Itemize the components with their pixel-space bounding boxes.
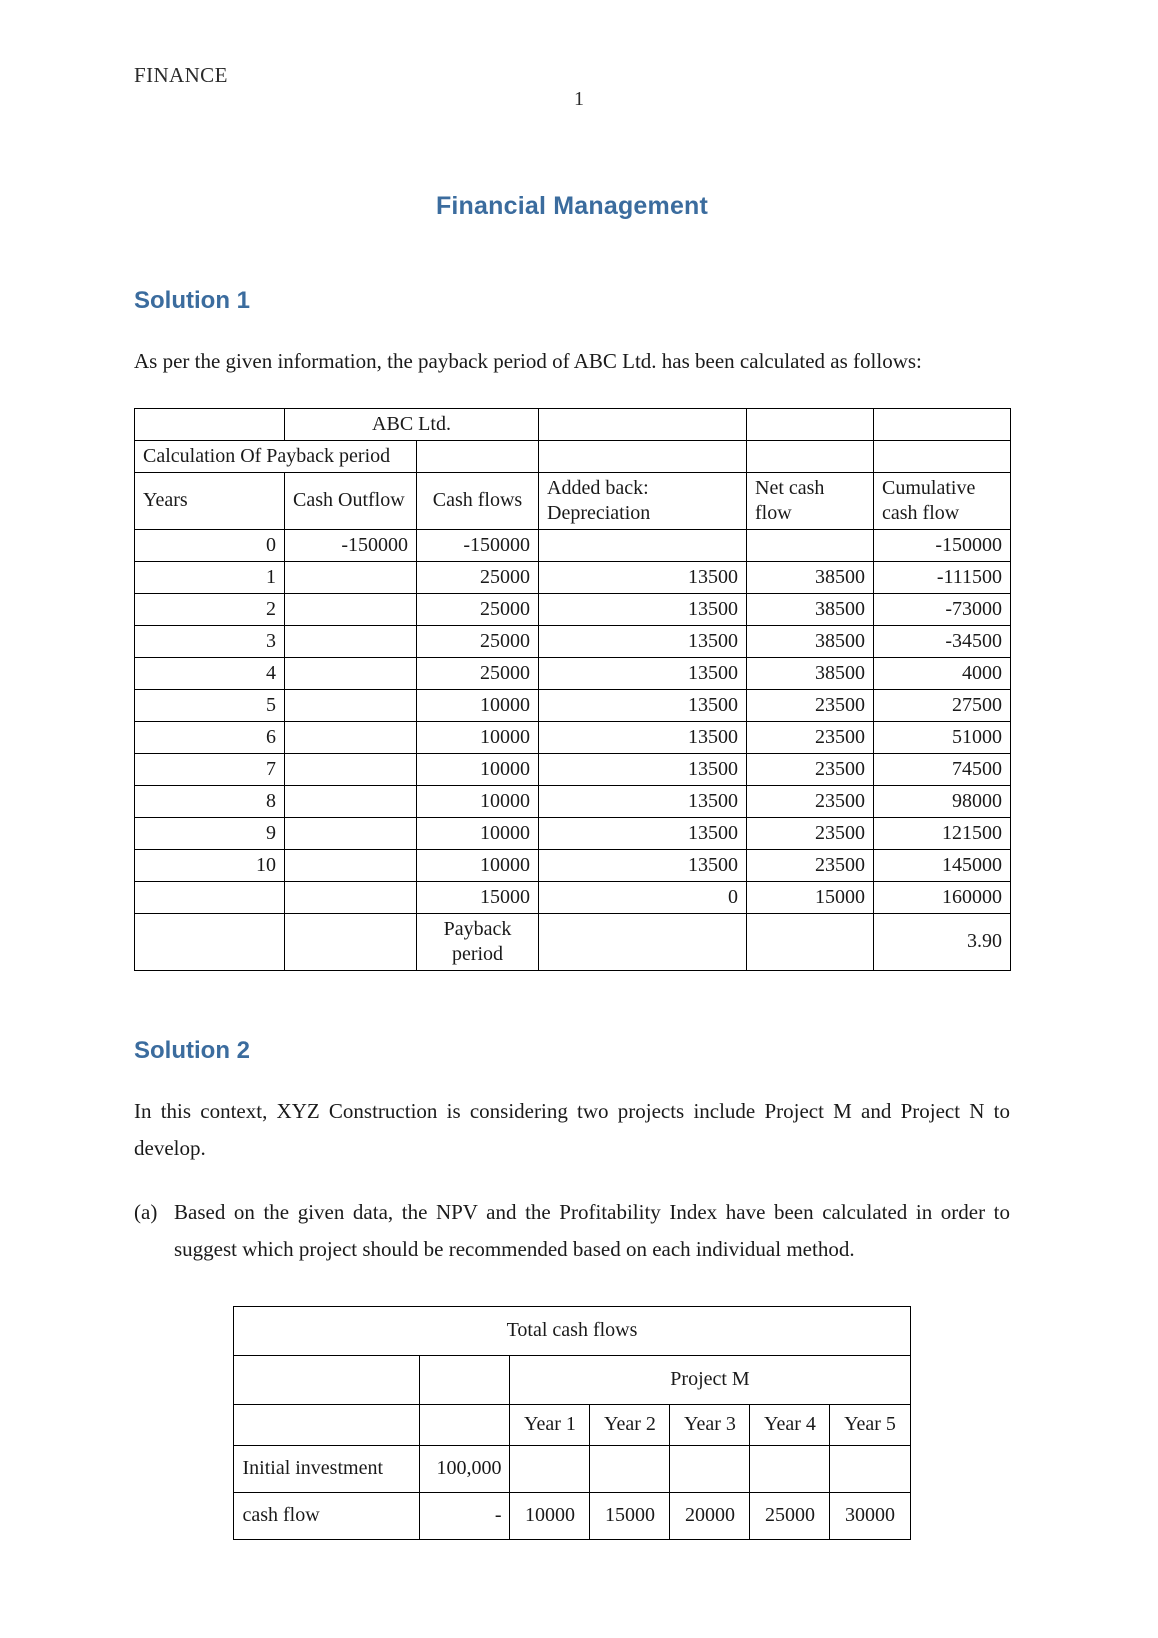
cell-net-cash-flow: 23500 — [747, 753, 874, 785]
cell-empty — [874, 408, 1011, 440]
cell-cumulative: 98000 — [874, 785, 1011, 817]
cell-empty — [539, 408, 747, 440]
list-item-text: Based on the given data, the NPV and the Profitability Index have been calculated in order to suggest which project should be recommended based on each individual method. — [174, 1200, 1010, 1261]
cell-depreciation: 13500 — [539, 657, 747, 689]
cell-net-cash-flow: 15000 — [747, 881, 874, 913]
cell-cash-outflow — [285, 593, 417, 625]
solution-2-intro-paragraph: In this context, XYZ Construction is considering two projects include Project M and Project N to develop. — [134, 1098, 1010, 1160]
cell-payback-period-value: 3.90 — [874, 913, 1011, 970]
cell-depreciation: 13500 — [539, 689, 747, 721]
cell-cumulative: 160000 — [874, 881, 1011, 913]
column-header-added-back: Added back: Depreciation — [539, 472, 747, 529]
cell-cash-flow: 10000 — [417, 753, 539, 785]
table-row — [135, 529, 1011, 561]
cell-payback-period-label: Payback period — [417, 913, 539, 970]
cell-cash-outflow — [285, 625, 417, 657]
spacer — [134, 1268, 1010, 1296]
table-row-initial-investment — [234, 1445, 910, 1492]
column-header-cash-flows: Cash flows — [417, 472, 539, 529]
cell-empty — [135, 913, 285, 970]
cell-cash-flow: -150000 — [417, 529, 539, 561]
table-row — [135, 817, 1011, 849]
running-header: FINANCE — [134, 63, 228, 87]
cell-cash-flow: 25000 — [417, 625, 539, 657]
table-row-year-headers — [234, 1404, 910, 1445]
cell-cumulative: 74500 — [874, 753, 1011, 785]
cell-year: 0 — [135, 529, 285, 561]
table-row-payback-period — [135, 913, 1011, 970]
cell-cash-outflow — [285, 785, 417, 817]
table-row-project-label — [234, 1355, 910, 1404]
cell-cumulative: 145000 — [874, 849, 1011, 881]
cell-cumulative: -34500 — [874, 625, 1011, 657]
cell-year-5-value — [830, 1445, 910, 1492]
column-header-cash-outflow: Cash Outflow — [285, 472, 417, 529]
cell-net-cash-flow: 38500 — [747, 561, 874, 593]
spacer — [134, 1065, 1010, 1093]
cell-cash-flow: 10000 — [417, 689, 539, 721]
table-row — [135, 721, 1011, 753]
table-row-company — [135, 408, 1011, 440]
table-row-cash-flow — [234, 1492, 910, 1539]
spacer — [134, 221, 1010, 287]
cell-cumulative: -111500 — [874, 561, 1011, 593]
cell-year: 8 — [135, 785, 285, 817]
cell-cash-outflow — [285, 721, 417, 753]
table-row — [135, 625, 1011, 657]
cell-empty — [135, 408, 285, 440]
cell-cash-flow: 10000 — [417, 849, 539, 881]
cell-year: 2 — [135, 593, 285, 625]
column-header-year-4: Year 4 — [750, 1404, 830, 1445]
cell-year-3-value: 20000 — [670, 1492, 750, 1539]
cell-empty — [747, 440, 874, 472]
cell-cash-outflow — [285, 753, 417, 785]
cell-cash-flow: 25000 — [417, 657, 539, 689]
cell-cash-flow: 15000 — [417, 881, 539, 913]
cell-empty — [285, 913, 417, 970]
cell-cumulative: -73000 — [874, 593, 1011, 625]
cell-cash-outflow — [285, 817, 417, 849]
cell-empty — [747, 408, 874, 440]
cell-depreciation: 13500 — [539, 785, 747, 817]
cell-year-1-value: 10000 — [510, 1492, 590, 1539]
cell-cash-outflow — [285, 657, 417, 689]
table-row-caption — [234, 1306, 910, 1355]
document-content — [134, 180, 1010, 1540]
spacer — [134, 1166, 1010, 1194]
column-header-year-3: Year 3 — [670, 1404, 750, 1445]
document-title: Financial Management — [435, 192, 709, 220]
cell-net-cash-flow: 23500 — [747, 849, 874, 881]
cell-net-cash-flow: 38500 — [747, 657, 874, 689]
cell-year-2-value: 15000 — [590, 1492, 670, 1539]
table-row — [135, 593, 1011, 625]
column-header-year-5: Year 5 — [830, 1404, 910, 1445]
cell-year-1-value — [510, 1445, 590, 1492]
cell-net-cash-flow: 23500 — [747, 817, 874, 849]
cell-year: 4 — [135, 657, 285, 689]
cell-cash-flow: 10000 — [417, 721, 539, 753]
heading-solution-1: Solution 1 — [134, 287, 250, 314]
column-header-years: Years — [135, 472, 285, 529]
table-row — [135, 689, 1011, 721]
cell-empty — [420, 1355, 510, 1404]
spacer — [134, 315, 1010, 343]
cell-total-cash-flows-caption: Total cash flows — [234, 1306, 910, 1355]
cell-cumulative: 51000 — [874, 721, 1011, 753]
cell-row-label: cash flow — [234, 1492, 420, 1539]
heading-solution-2: Solution 2 — [134, 1036, 250, 1064]
cell-empty — [539, 913, 747, 970]
cell-cumulative: 27500 — [874, 689, 1011, 721]
table-row — [135, 561, 1011, 593]
cell-cumulative: 121500 — [874, 817, 1011, 849]
cell-calculation-label: Calculation Of Payback period — [135, 440, 417, 472]
cell-cash-outflow — [285, 881, 417, 913]
cell-year: 5 — [135, 689, 285, 721]
cell-year: 3 — [135, 625, 285, 657]
cell-year-4-value: 25000 — [750, 1492, 830, 1539]
cell-company-label: ABC Ltd. — [285, 408, 539, 440]
cell-cash-outflow — [285, 561, 417, 593]
cell-depreciation: 13500 — [539, 849, 747, 881]
cell-empty — [234, 1355, 420, 1404]
table-row — [135, 785, 1011, 817]
cell-cash-flow: 10000 — [417, 817, 539, 849]
spacer — [134, 971, 1010, 1037]
cell-amount: 100,000 — [420, 1445, 510, 1492]
column-header-year-2: Year 2 — [590, 1404, 670, 1445]
spacer — [134, 380, 1010, 400]
cell-depreciation: 13500 — [539, 561, 747, 593]
table-row — [135, 849, 1011, 881]
cell-net-cash-flow — [747, 529, 874, 561]
cell-cumulative: 4000 — [874, 657, 1011, 689]
table-row-calc-label — [135, 440, 1011, 472]
solution-1-intro-paragraph: As per the given information, the payback period of ABC Ltd. has been calculated as follows: — [134, 349, 922, 373]
cell-empty — [417, 440, 539, 472]
column-header-cumulative: Cumulative cash flow — [874, 472, 1011, 529]
cell-net-cash-flow: 23500 — [747, 689, 874, 721]
cell-cumulative: -150000 — [874, 529, 1011, 561]
cell-year: 10 — [135, 849, 285, 881]
cell-depreciation — [539, 529, 747, 561]
column-header-net-cash-flow: Net cash flow — [747, 472, 874, 529]
cell-cash-outflow: -150000 — [285, 529, 417, 561]
project-cash-flows-table — [233, 1306, 910, 1540]
cell-net-cash-flow: 38500 — [747, 625, 874, 657]
cell-net-cash-flow: 23500 — [747, 721, 874, 753]
cell-empty — [747, 913, 874, 970]
cell-net-cash-flow: 38500 — [747, 593, 874, 625]
cell-row-label: Initial investment — [234, 1445, 420, 1492]
cell-depreciation: 13500 — [539, 817, 747, 849]
cell-year: 9 — [135, 817, 285, 849]
cell-year-5-value: 30000 — [830, 1492, 910, 1539]
payback-period-table — [134, 408, 1011, 971]
table-header-row — [135, 472, 1011, 529]
cell-empty — [539, 440, 747, 472]
cell-cash-outflow — [285, 849, 417, 881]
cell-cash-flow: 25000 — [417, 561, 539, 593]
cell-year-2-value — [590, 1445, 670, 1492]
cell-cash-flow: 25000 — [417, 593, 539, 625]
column-header-year-1: Year 1 — [510, 1404, 590, 1445]
list-item-marker: (a) — [134, 1200, 158, 1225]
cell-depreciation: 13500 — [539, 625, 747, 657]
cell-project-label: Project M — [510, 1355, 910, 1404]
cell-amount: - — [420, 1492, 510, 1539]
cell-year: 7 — [135, 753, 285, 785]
cell-year: 1 — [135, 561, 285, 593]
cell-empty — [420, 1404, 510, 1445]
list-item-a — [134, 1194, 1010, 1268]
cell-cash-outflow — [285, 689, 417, 721]
cell-year: 6 — [135, 721, 285, 753]
cell-year — [135, 881, 285, 913]
cell-depreciation: 0 — [539, 881, 747, 913]
cell-depreciation: 13500 — [539, 721, 747, 753]
cell-cash-flow: 10000 — [417, 785, 539, 817]
cell-depreciation: 13500 — [539, 593, 747, 625]
cell-year-4-value — [750, 1445, 830, 1492]
table-row — [135, 753, 1011, 785]
cell-net-cash-flow: 23500 — [747, 785, 874, 817]
cell-empty — [874, 440, 1011, 472]
cell-depreciation: 13500 — [539, 753, 747, 785]
cell-empty — [234, 1404, 420, 1445]
table-row — [135, 657, 1011, 689]
cell-year-3-value — [670, 1445, 750, 1492]
table-row — [135, 881, 1011, 913]
page-number: 1 — [574, 88, 584, 110]
